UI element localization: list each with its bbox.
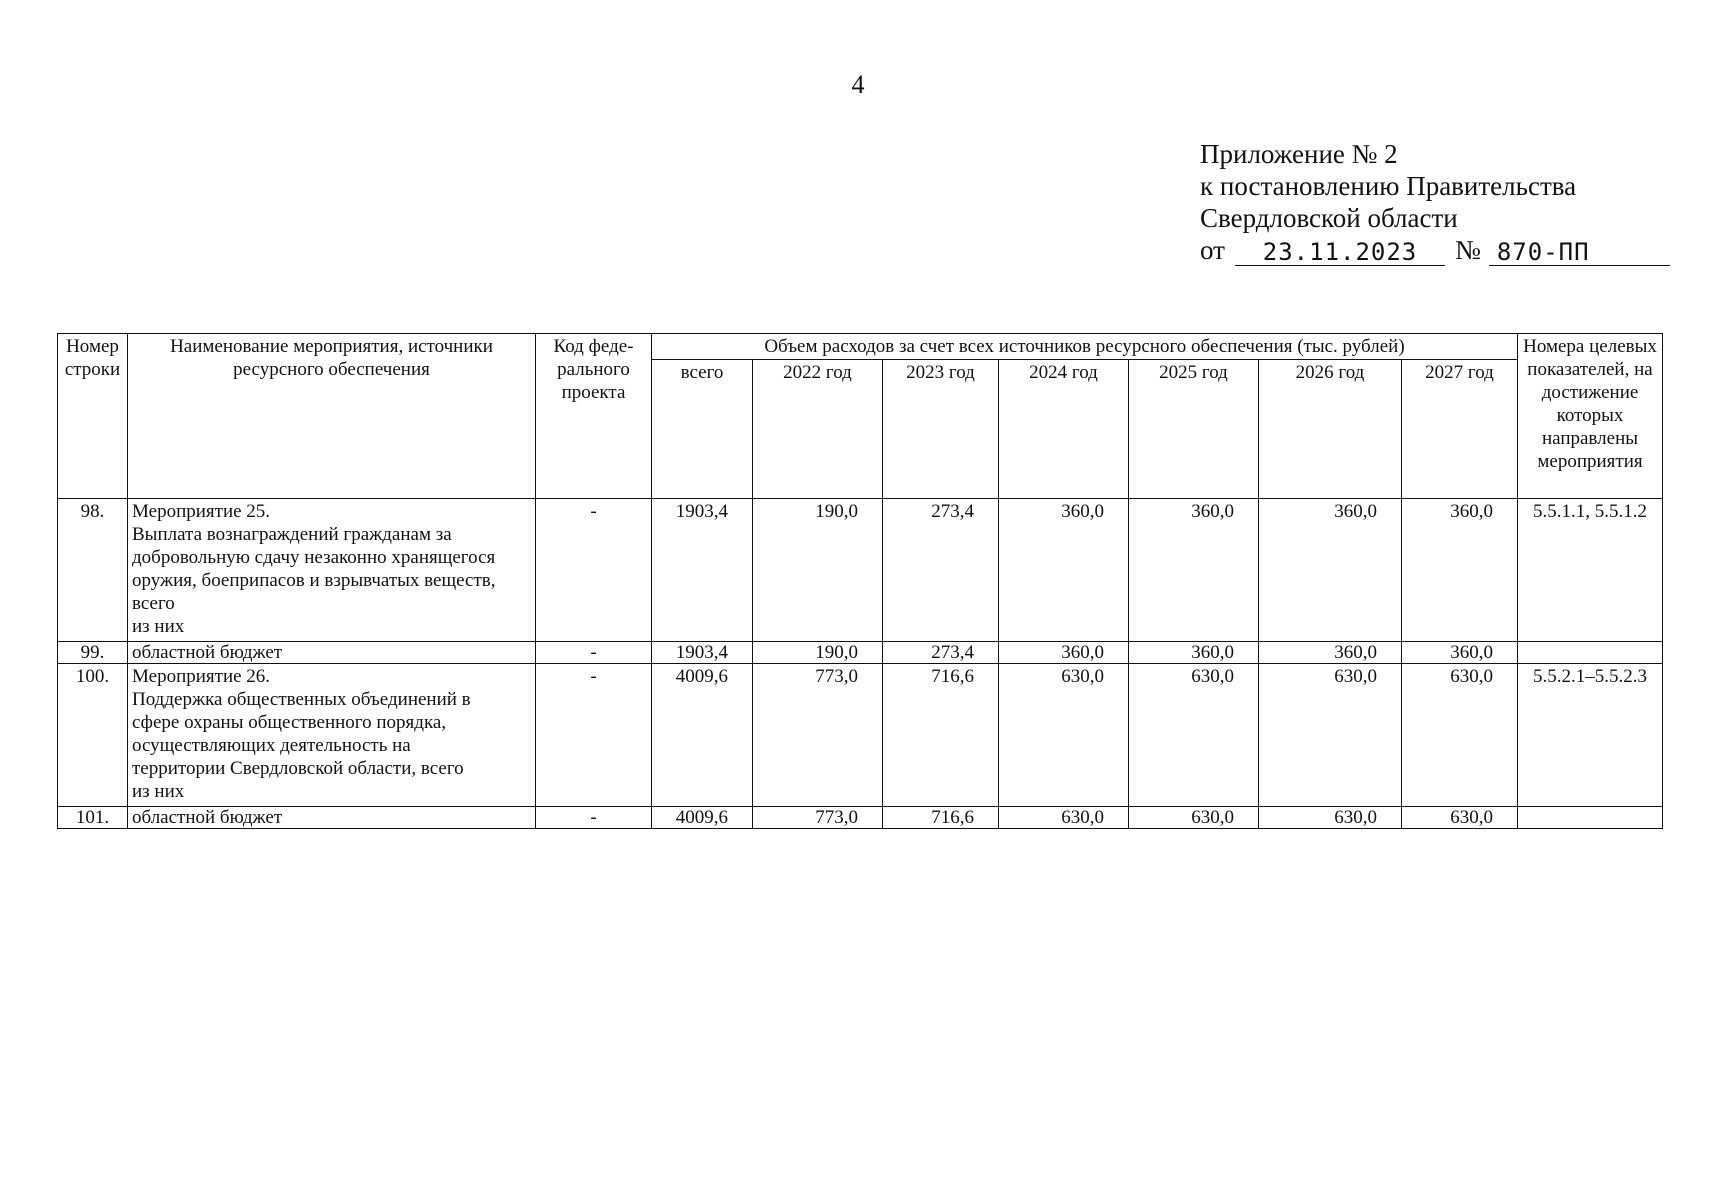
row-2027: 360,0 xyxy=(1402,499,1518,642)
appendix-title: Приложение № 2 xyxy=(1200,139,1398,169)
row-name-line: Выплата вознаграждений гражданам за xyxy=(132,524,452,545)
row-number: 101. xyxy=(58,807,128,829)
row-name-line: Мероприятие 25. xyxy=(132,501,271,522)
row-name xyxy=(128,499,536,642)
header-2027: 2027 год xyxy=(1402,360,1518,499)
row-2022: 773,0 xyxy=(753,664,883,807)
row-total: 4009,6 xyxy=(652,664,753,807)
row-name: областной бюджет xyxy=(128,807,536,829)
row-total: 1903,4 xyxy=(652,642,753,664)
row-name-line: добровольную сдачу незаконно хранящегося xyxy=(132,547,496,568)
row-name-line: из них xyxy=(132,781,185,802)
row-indicators xyxy=(1518,807,1663,829)
row-2025: 630,0 xyxy=(1129,807,1259,829)
row-2024: 360,0 xyxy=(999,642,1129,664)
row-name-line: всего xyxy=(132,593,175,614)
row-name xyxy=(128,664,536,807)
table-row xyxy=(58,642,1663,664)
row-name-line: территории Свердловской области, всего xyxy=(132,758,464,779)
row-2022: 190,0 xyxy=(753,499,883,642)
row-2026: 360,0 xyxy=(1259,499,1402,642)
header-2024: 2024 год xyxy=(999,360,1129,499)
row-2026: 360,0 xyxy=(1259,642,1402,664)
row-total: 4009,6 xyxy=(652,807,753,829)
row-indicators: 5.5.1.1, 5.5.1.2 xyxy=(1518,499,1663,642)
row-total: 1903,4 xyxy=(652,499,753,642)
row-number: 98. xyxy=(58,499,128,642)
row-2025: 360,0 xyxy=(1129,642,1259,664)
header-indicators: Номера целевых показателей, на достижение которых направлены мероприятия xyxy=(1518,334,1663,499)
table-row xyxy=(58,499,1663,642)
row-code: - xyxy=(536,807,652,829)
row-number: 100. xyxy=(58,664,128,807)
row-name-line: сфере охраны общественного порядка, xyxy=(132,712,447,733)
header-2026: 2026 год xyxy=(1259,360,1402,499)
expenses-table xyxy=(57,333,1663,829)
row-2023: 716,6 xyxy=(883,664,999,807)
appendix-date-number-line xyxy=(1200,234,1670,266)
row-name-line: Мероприятие 26. xyxy=(132,666,271,687)
header-expenses-group: Объем расходов за счет всех источников ресурсного обеспечения (тыс. рублей) xyxy=(652,334,1518,360)
row-2022: 190,0 xyxy=(753,642,883,664)
row-2023: 716,6 xyxy=(883,807,999,829)
row-name-line: оружия, боеприпасов и взрывчатых веществ, xyxy=(132,570,496,591)
row-2025: 630,0 xyxy=(1129,664,1259,807)
table-row xyxy=(58,664,1663,807)
row-code: - xyxy=(536,664,652,807)
row-2022: 773,0 xyxy=(753,807,883,829)
page-number: 4 xyxy=(851,70,865,99)
row-name-line: из них xyxy=(132,616,185,637)
row-2027: 360,0 xyxy=(1402,642,1518,664)
header-row-number: Номер строки xyxy=(58,334,128,499)
row-2023: 273,4 xyxy=(883,499,999,642)
row-code: - xyxy=(536,499,652,642)
table-row xyxy=(58,807,1663,829)
row-2024: 630,0 xyxy=(999,664,1129,807)
row-code: - xyxy=(536,642,652,664)
appendix-header xyxy=(1200,138,1670,266)
row-2025: 360,0 xyxy=(1129,499,1259,642)
row-2026: 630,0 xyxy=(1259,664,1402,807)
resolution-date: 23.11.2023 xyxy=(1235,239,1445,266)
resolution-number: 870-ПП xyxy=(1489,239,1670,266)
appendix-line-region: Свердловской области xyxy=(1200,203,1458,233)
header-2022: 2022 год xyxy=(753,360,883,499)
row-2024: 360,0 xyxy=(999,499,1129,642)
date-prefix: от xyxy=(1200,235,1225,265)
row-name-line: осуществляющих деятельность на xyxy=(132,735,411,756)
row-2024: 630,0 xyxy=(999,807,1129,829)
row-2027: 630,0 xyxy=(1402,807,1518,829)
row-number: 99. xyxy=(58,642,128,664)
appendix-line-resolution: к постановлению Правительства xyxy=(1200,171,1577,201)
number-prefix: № xyxy=(1455,235,1481,265)
row-2026: 630,0 xyxy=(1259,807,1402,829)
row-name: областной бюджет xyxy=(128,642,536,664)
table-header-row xyxy=(58,334,1663,360)
row-2023: 273,4 xyxy=(883,642,999,664)
row-name-line: Поддержка общественных объединений в xyxy=(132,689,471,710)
row-indicators: 5.5.2.1–5.5.2.3 xyxy=(1518,664,1663,807)
header-total: всего xyxy=(652,360,753,499)
row-indicators xyxy=(1518,642,1663,664)
header-2025: 2025 год xyxy=(1129,360,1259,499)
header-2023: 2023 год xyxy=(883,360,999,499)
header-name: Наименование мероприятия, источники ресурсного обеспечения xyxy=(128,334,536,499)
row-2027: 630,0 xyxy=(1402,664,1518,807)
header-code: Код феде-рального проекта xyxy=(536,334,652,499)
